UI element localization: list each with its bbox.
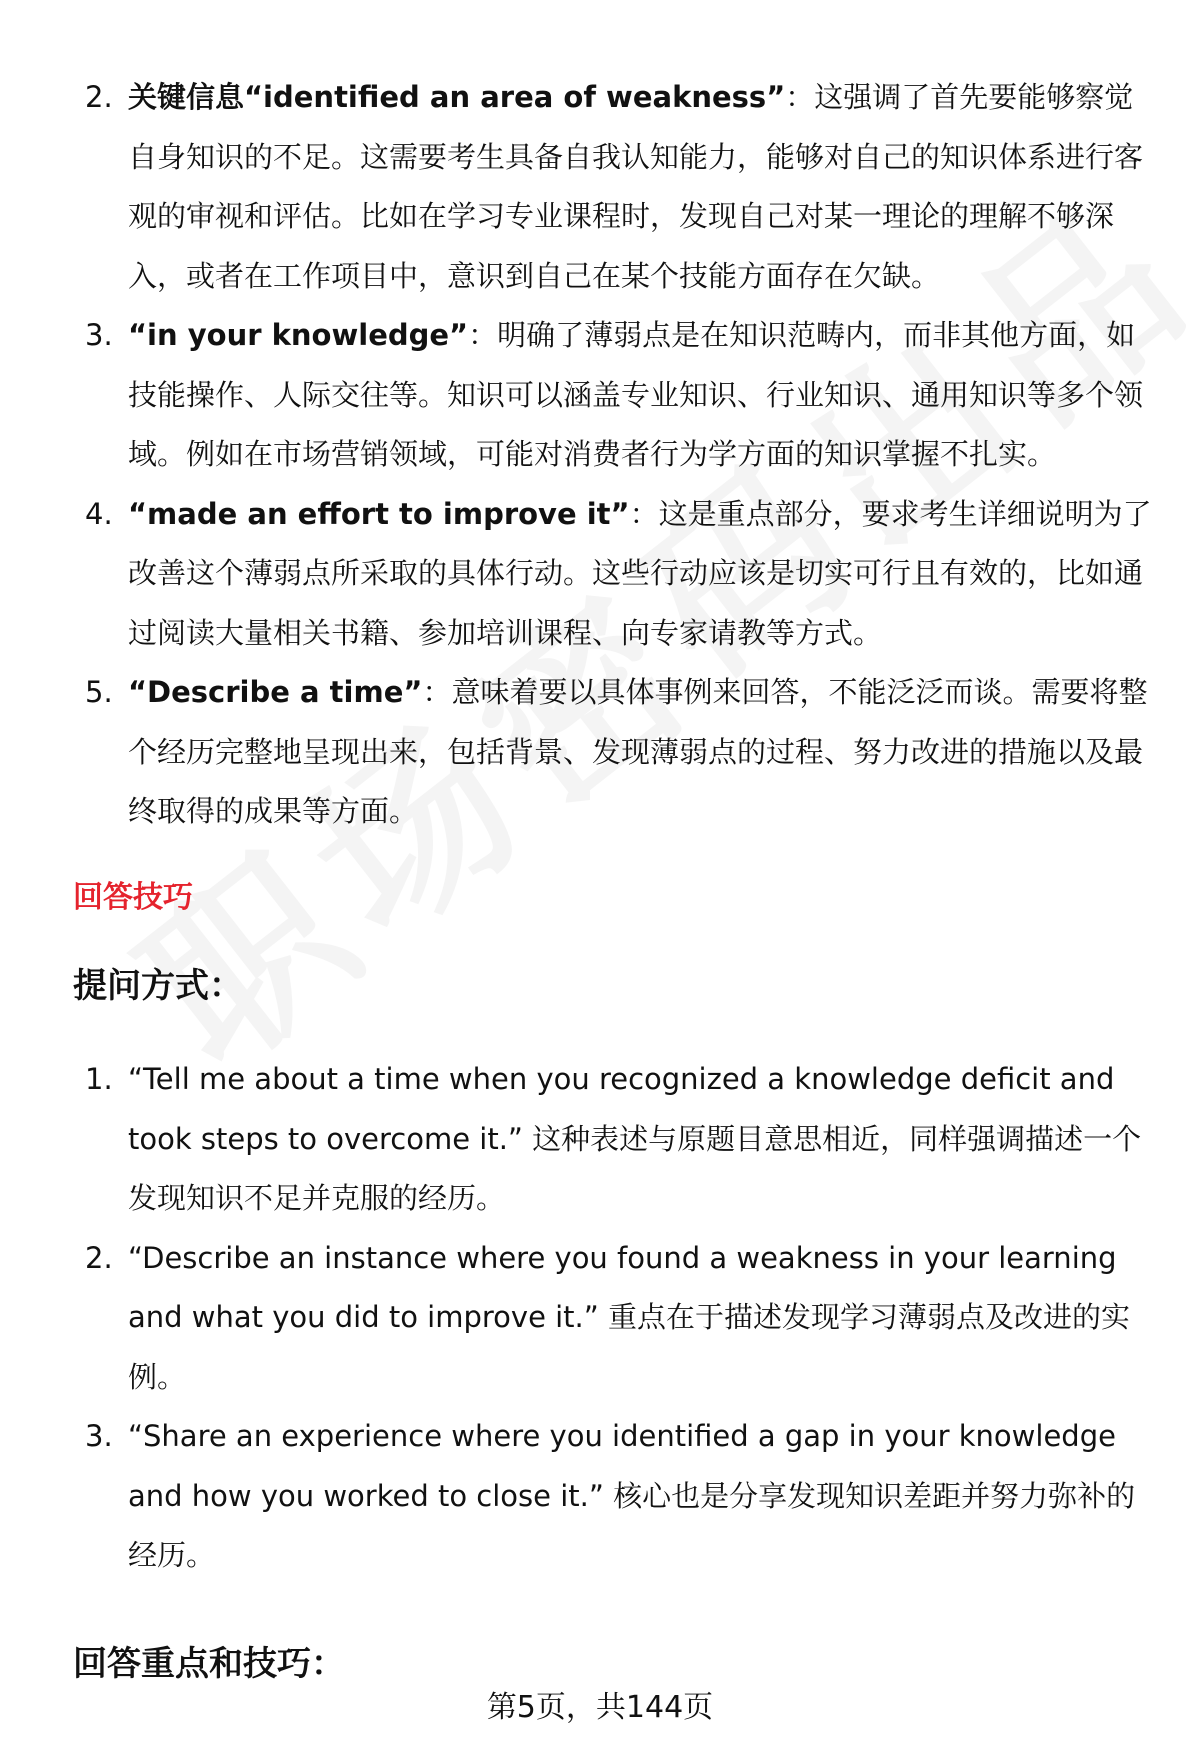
list-item-text: ：明确了薄弱点是在知识范畴内，而非其他方面，如技能操作、人际交往等。知识可以涵盖专业知识、行业知识、通用知识等多个领域。例如在市场营销领域，可能对消费者行为学方面的知识掌握不扎实。 xyxy=(128,318,1144,471)
list-number: 2. xyxy=(85,1240,113,1275)
list-number: 5. xyxy=(85,675,113,709)
list-item-keyword: “in your knowledge” xyxy=(128,318,469,352)
list-item-text: ：这是重点部分，要求考生详细说明为了改善这个薄弱点所采取的具体行动。这些行动应该是切实可行且有效的，比如通过阅读大量相关书籍、参加培训课程、向专家请教等方式。 xyxy=(128,496,1152,650)
list-item-text: “Describe an instance where you found a weakness in your learning and what you did to improve it.” 重点在于描述发现学习薄弱点及改进的实例。 xyxy=(128,1240,1131,1394)
list-item-keyword: 关键信息“identified an area of weakness” xyxy=(128,80,786,114)
list-number: 4. xyxy=(85,496,113,531)
list-number: 1. xyxy=(85,1062,113,1096)
list-item-text: “Tell me about a time when you recognized a knowledge deficit and took steps to overcome it.” 这种表述与原题目意思相近，同样强调描述一个发现知识不足并克服的经历。 xyxy=(128,1062,1142,1215)
list-item xyxy=(0,1229,1200,1408)
question-styles-list xyxy=(0,1050,1200,1586)
page-number: 第5页，共144页 xyxy=(486,1690,714,1725)
list-item xyxy=(0,1050,1200,1229)
list-item xyxy=(0,68,1200,306)
list-item-keyword: “made an effort to improve it” xyxy=(128,496,630,531)
subheading-question-styles: 提问方式： xyxy=(73,966,243,1006)
list-item-text: “Share an experience where you identified a gap in your knowledge and how you worked to close it.” 核心也是分享发现知识差距并努力弥补的经历。 xyxy=(128,1419,1136,1572)
section-title: 回答技巧 xyxy=(73,880,193,915)
list-item xyxy=(0,306,1200,485)
analysis-list xyxy=(0,68,1200,842)
list-number: 2. xyxy=(85,80,113,114)
subheading-answer-tips: 回答重点和技巧： xyxy=(73,1644,345,1684)
list-number: 3. xyxy=(85,1419,113,1453)
list-item xyxy=(0,1407,1200,1586)
list-item xyxy=(0,663,1200,842)
list-item-text: ：这强调了首先要能够察觉自身知识的不足。这需要考生具备自我认知能力，能够对自己的知识体系进行客观的审视和评估。比如在学习专业课程时，发现自己对某一理论的理解不够深入，或者在工作项目中，意识到自己在某个技能方面存在欠缺。 xyxy=(128,80,1144,293)
list-number: 3. xyxy=(85,318,113,352)
list-item xyxy=(0,485,1200,664)
list-item-text: ：意味着要以具体事例来回答，不能泛泛而谈。需要将整个经历完整地呈现出来，包括背景、发现薄弱点的过程、努力改进的措施以及最终取得的成果等方面。 xyxy=(128,675,1148,828)
list-item-keyword: “Describe a time” xyxy=(128,675,423,709)
